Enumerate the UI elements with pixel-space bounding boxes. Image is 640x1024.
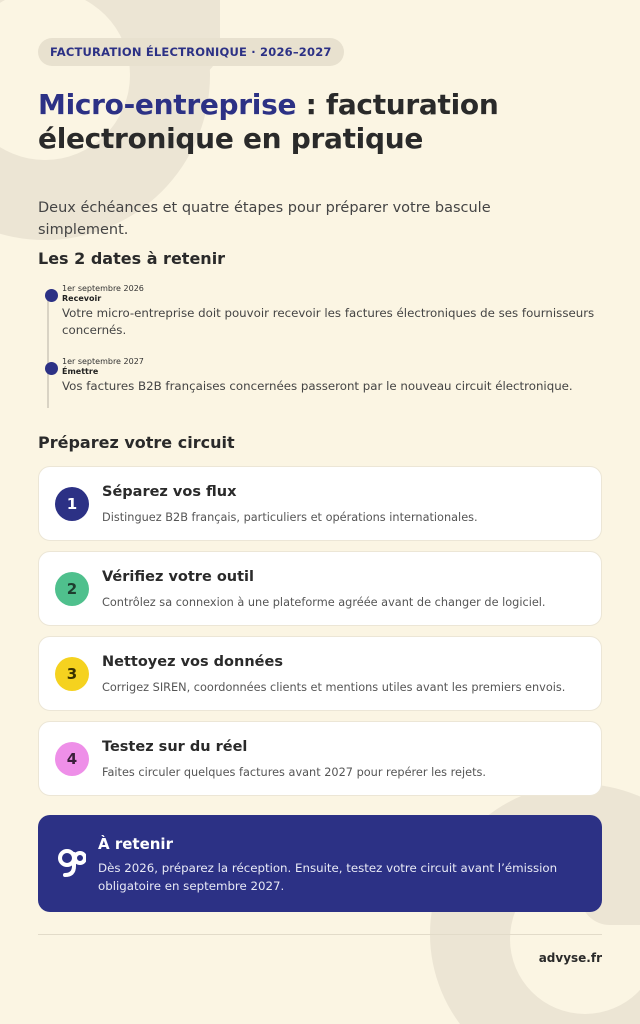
timeline-label: Émettre [62,367,99,376]
step-card [38,466,602,541]
title-rest: : facturation électronique en pratique [38,88,499,155]
dates-heading: Les 2 dates à retenir [38,249,226,268]
steps-heading: Préparez votre circuit [38,433,235,452]
step-title: Séparez vos flux [102,484,237,500]
footer-divider [38,934,602,935]
brand-logo-icon [58,848,86,878]
step-title: Vérifiez votre outil [102,569,254,585]
timeline-dot [45,289,58,302]
title-accent: Micro-entreprise [38,88,297,121]
step-title: Testez sur du réel [102,739,248,755]
timeline-description: Votre micro-entreprise doit pouvoir recevoir les factures électroniques de ses fournisseurs concernés. [62,306,595,337]
timeline-label: Recevoir [62,294,102,303]
summary-text: Dès 2026, préparez la réception. Ensuite, testez votre circuit avant l’émission obligatoire en septembre 2027. [98,861,558,893]
timeline-description: Vos factures B2B françaises concernées passeront par le nouveau circuit électronique. [62,379,573,393]
footer-brand-link[interactable]: advyse.fr [538,951,602,965]
step-description: Contrôlez sa connexion à une plateforme agréée avant de changer de logiciel. [102,596,546,609]
step-description: Faites circuler quelques factures avant 2027 pour repérer les rejets. [102,766,487,779]
timeline-dot [45,362,58,375]
page-title [38,88,602,156]
step-description: Corrigez SIREN, coordonnées clients et mentions utiles avant les premiers envois. [102,681,566,694]
summary-box [38,815,602,912]
timeline-line [47,292,49,408]
step-title: Nettoyez vos données [102,654,283,670]
step-number-badge: 1 [55,487,89,521]
page-subtitle: Deux échéances et quatre étapes pour préparer votre bascule simplement. [38,200,491,238]
step-number-badge: 3 [55,657,89,691]
timeline-date: 1er septembre 2026 [62,284,144,293]
step-card [38,721,602,796]
step-description: Distinguez B2B français, particuliers et opérations internationales. [102,511,478,524]
step-number-badge: 2 [55,572,89,606]
step-card [38,636,602,711]
step-number-badge: 4 [55,742,89,776]
category-chip: FACTURATION ÉLECTRONIQUE · 2026–2027 [38,38,344,66]
summary-title: À retenir [98,835,173,853]
timeline-date: 1er septembre 2027 [62,357,144,366]
step-card [38,551,602,626]
